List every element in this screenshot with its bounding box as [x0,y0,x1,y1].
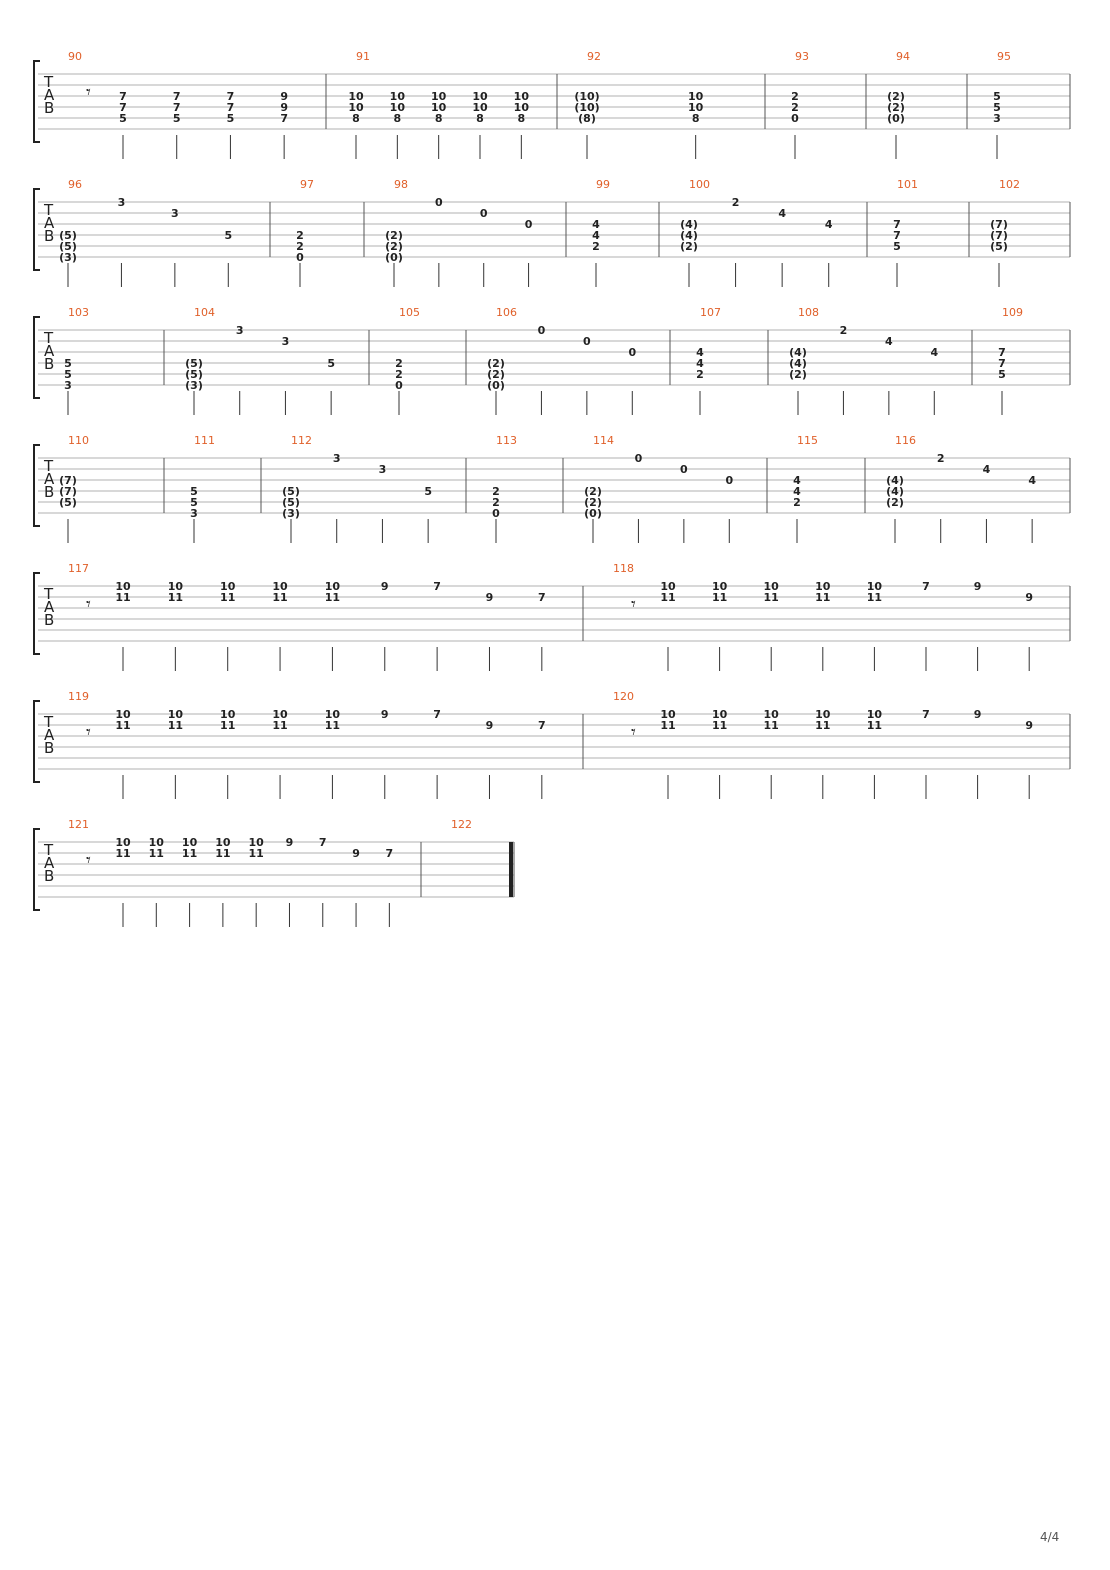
measure-number: 114 [593,434,614,447]
measure-number: 113 [496,434,517,447]
fret-number: 7 [998,357,1006,370]
fret-number: 2 [936,452,945,465]
fret-number: 9 [973,580,982,593]
fret-number: 9 [485,591,494,604]
fret-number: 11 [115,591,131,604]
fret-number: (7) [990,218,1008,231]
fret-number: 7 [922,580,930,593]
tab-clef-letter: A [44,598,55,616]
fret-number: 11 [866,719,883,732]
fret-number: 11 [167,591,184,604]
fret-number: 4 [930,346,939,359]
fret-number: 0 [537,324,546,337]
tab-clef-letter: B [44,227,55,245]
fret-number: 10 [660,580,676,593]
tab-clef-letter: T [44,457,54,475]
measure-number: 119 [68,690,89,703]
page-number: 4/4 [1040,1530,1060,1544]
fret-number: 2 [791,101,799,114]
fret-number: 7 [998,346,1006,359]
rest-symbol: 𝄾 [631,722,636,743]
tab-clef-letter: A [44,214,55,232]
fret-number: (10) [574,101,600,114]
fret-number: 7 [433,708,441,721]
fret-number: 3 [332,452,341,465]
measure-number: 100 [689,178,710,191]
fret-number: 3 [993,112,1001,125]
measure-number: 90 [68,50,82,63]
fret-number: 9 [280,90,288,103]
fret-number: 10 [115,708,131,721]
fret-number: (0) [887,112,905,125]
fret-number: 2 [492,496,500,509]
fret-number: (5) [990,240,1008,253]
fret-number: 3 [378,463,387,476]
fret-number: 0 [479,207,488,220]
rest-symbol: 𝄾 [86,82,91,103]
fret-number: 7 [922,708,930,721]
fret-number: 0 [395,379,403,392]
fret-number: 8 [476,112,484,125]
fret-number: 10 [181,836,198,849]
fret-number: 10 [389,90,405,103]
fret-number: 10 [472,90,488,103]
fret-number: (4) [886,485,904,498]
fret-number: 10 [866,580,883,593]
fret-number: 10 [431,90,447,103]
fret-number: 2 [395,357,403,370]
system-bracket [34,701,40,782]
fret-number: 10 [348,90,364,103]
fret-number: 10 [688,101,704,114]
measure-number: 101 [897,178,918,191]
fret-number: (7) [990,229,1008,242]
fret-number: 3 [190,507,198,520]
system-bracket [34,61,40,142]
fret-number: 11 [215,847,231,860]
fret-number: 3 [235,324,244,337]
fret-number: 5 [64,368,72,381]
fret-number: 11 [167,719,184,732]
fret-number: 9 [285,836,294,849]
fret-number: 7 [537,719,546,732]
fret-number: 7 [385,847,394,860]
fret-number: 5 [993,90,1001,103]
measure-number: 95 [997,50,1011,63]
fret-number: 10 [763,708,779,721]
measure-number: 117 [68,562,89,575]
fret-number: 7 [537,591,546,604]
fret-number: 11 [272,719,288,732]
measure-number: 122 [451,818,472,831]
rest-symbol: 𝄾 [86,850,91,871]
fret-number: 4 [824,218,833,231]
measure-number: 112 [291,434,312,447]
fret-number: (4) [789,346,807,359]
fret-number: 2 [592,240,600,253]
fret-number: 10 [115,580,131,593]
fret-number: 10 [272,708,288,721]
fret-number: 5 [190,496,198,509]
fret-number: 11 [763,719,779,732]
fret-number: 5 [327,357,335,370]
measure-number: 94 [896,50,910,63]
fret-number: 11 [866,591,883,604]
fret-number: (2) [487,357,505,370]
fret-number: (3) [59,251,77,264]
rest-symbol: 𝄾 [86,594,91,615]
tab-clef-letter: T [44,841,54,859]
tab-clef-letter: A [44,86,55,104]
fret-number: 8 [393,112,402,125]
tab-clef-letter: B [44,99,55,117]
tab-clef-letter: T [44,713,54,731]
fret-number: 4 [592,218,600,231]
fret-number: 10 [348,101,364,114]
system-bracket [34,189,40,270]
fret-number: 3 [171,207,179,220]
fret-number: 0 [628,346,637,359]
system-bracket [34,573,40,654]
fret-number: 7 [226,90,235,103]
fret-number: 5 [224,229,233,242]
measure-number: 120 [613,690,634,703]
fret-number: 10 [763,580,779,593]
fret-number: 11 [660,591,676,604]
fret-number: 5 [893,240,901,253]
fret-number: 10 [115,836,131,849]
fret-number: 0 [524,218,533,231]
fret-number: 10 [866,708,883,721]
measure-number: 107 [700,306,721,319]
tab-clef-letter: B [44,867,55,885]
fret-number: 10 [711,708,728,721]
fret-number: (7) [59,485,77,498]
fret-number: 10 [324,708,341,721]
fret-number: 4 [1028,474,1036,487]
fret-number: (4) [680,218,698,231]
fret-number: 9 [380,580,389,593]
fret-number: 7 [172,90,181,103]
fret-number: (2) [487,368,505,381]
measure-number: 121 [68,818,89,831]
measure-number: 105 [399,306,420,319]
fret-number: (2) [789,368,807,381]
fret-number: (2) [385,240,403,253]
fret-number: (2) [385,229,403,242]
fret-number: (5) [59,496,77,509]
fret-number: 11 [324,719,341,732]
tab-clef-letter: T [44,585,54,603]
fret-number: 11 [324,591,341,604]
measure-number: 93 [795,50,809,63]
measure-number: 116 [895,434,916,447]
fret-number: 10 [472,101,488,114]
fret-number: 5 [64,357,72,370]
tab-clef-letter: A [44,342,55,360]
fret-number: 10 [220,708,236,721]
measure-number: 109 [1002,306,1023,319]
system-bracket [34,445,40,526]
fret-number: 2 [793,496,801,509]
fret-number: 11 [220,719,236,732]
fret-number: 3 [117,196,126,209]
measure-number: 108 [798,306,819,319]
fret-number: 11 [272,591,288,604]
fret-number: (5) [282,496,300,509]
fret-number: 2 [395,368,403,381]
fret-number: 0 [725,474,734,487]
rest-symbol: 𝄾 [86,722,91,743]
fret-number: 9 [280,101,288,114]
fret-number: 11 [248,847,264,860]
fret-number: 10 [513,101,529,114]
fret-number: 0 [583,335,591,348]
system-bracket [34,829,40,910]
fret-number: (7) [59,474,77,487]
fret-number: 10 [167,708,184,721]
rest-symbol: 𝄾 [631,594,636,615]
fret-number: 5 [119,112,127,125]
fret-number: (2) [887,101,905,114]
fret-number: 11 [660,719,676,732]
measure-number: 106 [496,306,517,319]
fret-number: 2 [296,240,304,253]
fret-number: 5 [998,368,1006,381]
fret-number: 11 [148,847,164,860]
tab-clef-letter: A [44,854,55,872]
fret-number: (0) [385,251,403,264]
measure-number: 92 [587,50,601,63]
fret-number: 2 [296,229,304,242]
fret-number: 10 [688,90,704,103]
fret-number: 2 [839,324,848,337]
fret-number: (4) [789,357,807,370]
fret-number: (5) [185,357,203,370]
fret-number: 10 [660,708,676,721]
fret-number: 5 [226,112,235,125]
measure-number: 91 [356,50,370,63]
fret-number: (5) [282,485,300,498]
fret-number: 10 [711,580,728,593]
fret-number: 8 [434,112,443,125]
fret-number: 0 [634,452,643,465]
tab-clef-letter: T [44,73,54,91]
fret-number: 7 [119,90,127,103]
fret-number: 9 [380,708,389,721]
measure-number: 96 [68,178,82,191]
fret-number: (3) [185,379,203,392]
fret-number: 10 [215,836,231,849]
fret-number: 10 [389,101,405,114]
fret-number: 8 [352,112,360,125]
fret-number: 8 [691,112,700,125]
fret-number: 7 [893,229,901,242]
fret-number: 5 [172,112,181,125]
fret-number: (3) [282,507,300,520]
fret-number: 11 [711,719,728,732]
fret-number: 9 [1025,591,1034,604]
fret-number: (2) [886,496,904,509]
fret-number: 10 [815,580,831,593]
measure-number: 102 [999,178,1020,191]
measure-number: 103 [68,306,89,319]
measure-number: 110 [68,434,89,447]
tab-clef-letter: T [44,329,54,347]
fret-number: 2 [791,90,799,103]
fret-number: 0 [680,463,688,476]
tab-clef-letter: B [44,483,55,501]
fret-number: 10 [272,580,288,593]
fret-number: 10 [513,90,529,103]
fret-number: 11 [220,591,236,604]
measure-number: 97 [300,178,314,191]
fret-number: 7 [893,218,901,231]
fret-number: (2) [887,90,905,103]
fret-number: (4) [886,474,904,487]
fret-number: 10 [220,580,236,593]
fret-number: 0 [791,112,799,125]
fret-number: (4) [680,229,698,242]
fret-number: (10) [574,90,600,103]
fret-number: (5) [59,229,77,242]
fret-number: (2) [584,485,602,498]
tab-clef-letter: T [44,201,54,219]
fret-number: 0 [492,507,500,520]
fret-number: (2) [680,240,698,253]
fret-number: 4 [696,357,704,370]
fret-number: 2 [492,485,500,498]
fret-number: (8) [578,112,596,125]
tab-clef-letter: A [44,726,55,744]
fret-number: (0) [584,507,602,520]
fret-number: 7 [318,836,327,849]
fret-number: 10 [815,708,831,721]
fret-number: 9 [1025,719,1034,732]
fret-number: 10 [167,580,184,593]
fret-number: 2 [696,368,704,381]
fret-number: 5 [993,101,1001,114]
fret-number: 3 [281,335,290,348]
measure-number: 104 [194,306,215,319]
measure-number: 111 [194,434,215,447]
fret-number: 5 [190,485,198,498]
tab-clef-letter: A [44,470,55,488]
fret-number: 3 [64,379,72,392]
fret-number: (2) [584,496,602,509]
fret-number: 7 [280,112,288,125]
fret-number: 11 [181,847,198,860]
fret-number: 11 [115,847,131,860]
fret-number: 4 [696,346,704,359]
fret-number: 0 [296,251,304,264]
fret-number: 4 [982,463,991,476]
fret-number: 7 [433,580,441,593]
tab-clef-letter: B [44,611,55,629]
measure-number: 98 [394,178,408,191]
fret-number: 11 [815,719,831,732]
fret-number: (5) [59,240,77,253]
fret-number: 9 [485,719,494,732]
fret-number: 4 [885,335,893,348]
fret-number: 8 [517,112,526,125]
fret-number: 2 [731,196,740,209]
fret-number: 11 [711,591,728,604]
fret-number: (5) [185,368,203,381]
fret-number: 4 [793,474,801,487]
fret-number: 11 [115,719,131,732]
fret-number: 9 [973,708,982,721]
fret-number: 10 [248,836,264,849]
system-bracket [34,317,40,398]
fret-number: 4 [778,207,786,220]
measure-number: 99 [596,178,610,191]
tab-clef-letter: B [44,739,55,757]
fret-number: 10 [148,836,164,849]
measure-number: 118 [613,562,634,575]
fret-number: 4 [592,229,600,242]
fret-number: 11 [763,591,779,604]
fret-number: 10 [431,101,447,114]
final-bar-line [509,842,513,897]
fret-number: 0 [435,196,443,209]
fret-number: 7 [172,101,181,114]
fret-number: 11 [815,591,831,604]
fret-number: 7 [226,101,235,114]
fret-number: 5 [424,485,432,498]
tab-clef-letter: B [44,355,55,373]
fret-number: 10 [324,580,341,593]
fret-number: 4 [793,485,801,498]
fret-number: (0) [487,379,505,392]
measure-number: 115 [797,434,818,447]
fret-number: 7 [119,101,127,114]
fret-number: 9 [352,847,360,860]
